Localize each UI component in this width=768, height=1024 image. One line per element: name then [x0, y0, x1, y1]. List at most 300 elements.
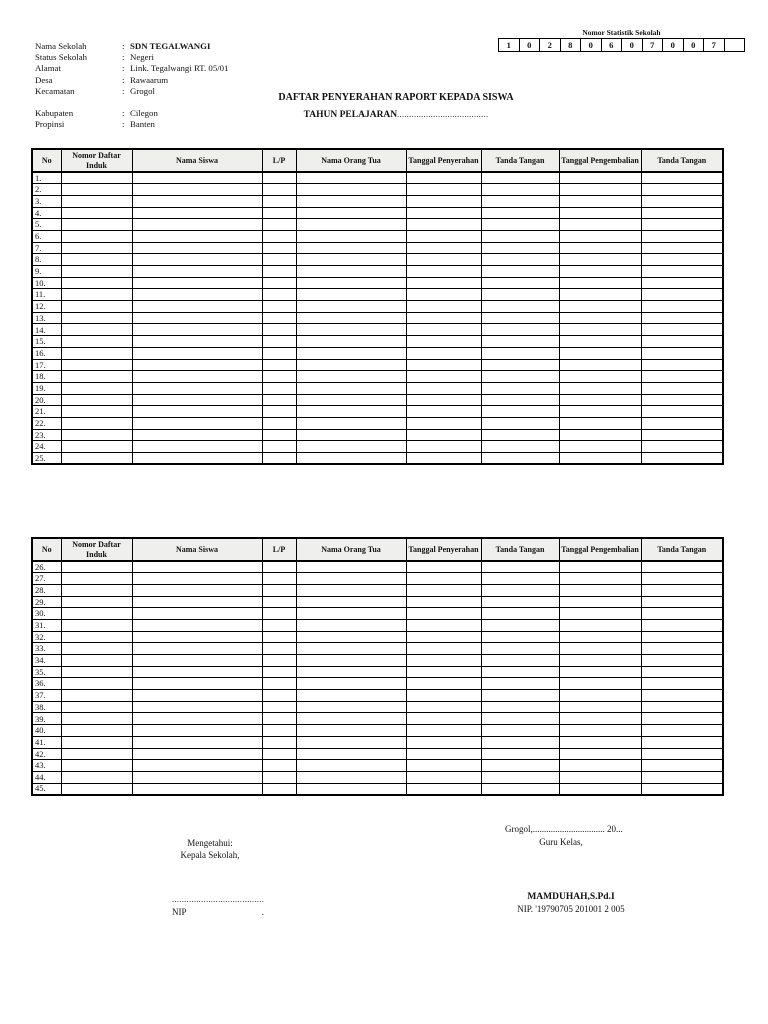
nss-digit-cell: 8: [560, 39, 581, 51]
empty-cell: [296, 312, 406, 324]
empty-cell: [61, 371, 132, 383]
column-header: Nama Siswa: [132, 538, 262, 561]
empty-cell: [132, 643, 262, 655]
info-value: Banten: [130, 119, 155, 130]
empty-cell: [61, 701, 132, 713]
empty-cell: [61, 453, 132, 465]
empty-cell: [641, 771, 723, 783]
empty-cell: [61, 242, 132, 254]
empty-cell: [296, 242, 406, 254]
empty-cell: [262, 359, 296, 371]
empty-cell: [406, 631, 481, 643]
table-row: [32, 219, 723, 231]
empty-cell: [132, 678, 262, 690]
table-row: [32, 184, 723, 196]
info-value: SDN TEGALWANGI: [130, 41, 211, 51]
empty-cell: [559, 336, 641, 348]
empty-cell: [406, 429, 481, 441]
empty-cell: [132, 619, 262, 631]
empty-cell: [61, 429, 132, 441]
nss-digit-cell: 2: [539, 39, 560, 51]
empty-cell: [481, 394, 559, 406]
empty-cell: [262, 666, 296, 678]
table-row: [32, 301, 723, 313]
table-row: [32, 266, 723, 278]
empty-cell: [641, 760, 723, 772]
empty-cell: [296, 289, 406, 301]
empty-cell: [641, 406, 723, 418]
info-row: [35, 75, 228, 86]
empty-cell: [61, 736, 132, 748]
teacher-nip: NIP. '19790705 201001 2 005: [517, 904, 625, 914]
nss-digit-cell: 0: [683, 39, 704, 51]
table-row: [32, 584, 723, 596]
empty-cell: [481, 748, 559, 760]
empty-cell: [559, 573, 641, 585]
info-row: [35, 52, 228, 63]
empty-cell: [132, 584, 262, 596]
empty-cell: [61, 631, 132, 643]
empty-cell: [132, 207, 262, 219]
empty-cell: [641, 417, 723, 429]
empty-cell: [296, 736, 406, 748]
principal-nip-period: .: [261, 907, 264, 917]
empty-cell: [296, 701, 406, 713]
empty-cell: [641, 429, 723, 441]
roster-table-2: [31, 537, 724, 796]
empty-cell: [481, 453, 559, 465]
empty-cell: [559, 406, 641, 418]
table-row: [32, 453, 723, 465]
row-number-cell: 34.: [32, 655, 61, 667]
row-number-cell: 11.: [32, 289, 61, 301]
column-header: Nama Orang Tua: [296, 149, 406, 172]
info-label: Propinsi: [35, 119, 65, 130]
empty-cell: [262, 441, 296, 453]
info-value: Negeri: [130, 52, 154, 63]
empty-cell: [61, 336, 132, 348]
row-number-cell: 20.: [32, 394, 61, 406]
empty-cell: [61, 394, 132, 406]
table-row: [32, 207, 723, 219]
empty-cell: [132, 760, 262, 772]
empty-cell: [481, 289, 559, 301]
empty-cell: [296, 359, 406, 371]
empty-cell: [262, 608, 296, 620]
place-label: Grogol,: [505, 824, 533, 834]
empty-cell: [262, 266, 296, 278]
empty-cell: [262, 219, 296, 231]
empty-cell: [296, 207, 406, 219]
empty-cell: [296, 406, 406, 418]
empty-cell: [132, 596, 262, 608]
empty-cell: [262, 417, 296, 429]
empty-cell: [481, 713, 559, 725]
empty-cell: [61, 666, 132, 678]
info-colon: :: [122, 119, 125, 130]
empty-cell: [262, 573, 296, 585]
info-colon: :: [122, 41, 125, 51]
empty-cell: [406, 207, 481, 219]
empty-cell: [132, 359, 262, 371]
empty-cell: [296, 219, 406, 231]
table-row: [32, 172, 723, 184]
row-number-cell: 19.: [32, 382, 61, 394]
empty-cell: [406, 608, 481, 620]
table-row: [32, 336, 723, 348]
empty-cell: [641, 701, 723, 713]
table-row: [32, 230, 723, 242]
empty-cell: [559, 359, 641, 371]
empty-cell: [132, 242, 262, 254]
school-year-line: [246, 110, 546, 120]
empty-cell: [132, 406, 262, 418]
empty-cell: [641, 359, 723, 371]
empty-cell: [559, 230, 641, 242]
empty-cell: [406, 643, 481, 655]
empty-cell: [132, 701, 262, 713]
row-number-cell: 38.: [32, 701, 61, 713]
row-number-cell: 15.: [32, 336, 61, 348]
info-value: Link. Tegalwangi RT. 05/01: [130, 63, 229, 74]
empty-cell: [132, 394, 262, 406]
form-title: DAFTAR PENYERAHAN RAPORT KEPADA SISWA: [278, 92, 514, 103]
column-header: Tanggal Pengembalian: [559, 149, 641, 172]
table-row: [32, 596, 723, 608]
empty-cell: [262, 429, 296, 441]
date-dotted-line: ................................: [532, 824, 605, 834]
empty-cell: [559, 608, 641, 620]
empty-cell: [262, 678, 296, 690]
empty-cell: [132, 184, 262, 196]
row-number-cell: 36.: [32, 678, 61, 690]
empty-cell: [61, 619, 132, 631]
table-row: [32, 690, 723, 702]
row-number-cell: 17.: [32, 359, 61, 371]
info-colon: :: [122, 108, 125, 119]
empty-cell: [61, 406, 132, 418]
empty-cell: [481, 441, 559, 453]
empty-cell: [559, 347, 641, 359]
empty-cell: [406, 289, 481, 301]
empty-cell: [296, 596, 406, 608]
empty-cell: [559, 725, 641, 737]
empty-cell: [641, 371, 723, 383]
empty-cell: [641, 347, 723, 359]
empty-cell: [262, 713, 296, 725]
empty-cell: [61, 783, 132, 795]
empty-cell: [296, 561, 406, 573]
principal-signature-line: ......................................: [172, 894, 265, 904]
empty-cell: [481, 312, 559, 324]
empty-cell: [61, 277, 132, 289]
table-row: [32, 655, 723, 667]
empty-cell: [132, 783, 262, 795]
empty-cell: [641, 453, 723, 465]
empty-cell: [296, 643, 406, 655]
empty-cell: [641, 172, 723, 184]
empty-cell: [559, 289, 641, 301]
empty-cell: [559, 655, 641, 667]
empty-cell: [641, 312, 723, 324]
empty-cell: [406, 230, 481, 242]
empty-cell: [132, 655, 262, 667]
empty-cell: [262, 783, 296, 795]
empty-cell: [262, 596, 296, 608]
empty-cell: [481, 266, 559, 278]
empty-cell: [559, 371, 641, 383]
column-header: Nama Siswa: [132, 149, 262, 172]
empty-cell: [406, 596, 481, 608]
info-row: [35, 86, 228, 97]
empty-cell: [559, 701, 641, 713]
empty-cell: [132, 254, 262, 266]
empty-cell: [406, 573, 481, 585]
table-row: [32, 608, 723, 620]
empty-cell: [296, 666, 406, 678]
empty-cell: [481, 406, 559, 418]
school-info-block: [35, 41, 228, 130]
empty-cell: [406, 701, 481, 713]
info-row: [35, 41, 228, 52]
empty-cell: [296, 725, 406, 737]
empty-cell: [132, 429, 262, 441]
empty-cell: [481, 195, 559, 207]
empty-cell: [132, 289, 262, 301]
nss-digit-cell: 0: [519, 39, 540, 51]
empty-cell: [559, 713, 641, 725]
row-number-cell: 31.: [32, 619, 61, 631]
empty-cell: [481, 382, 559, 394]
empty-cell: [559, 429, 641, 441]
empty-cell: [559, 184, 641, 196]
empty-cell: [262, 453, 296, 465]
empty-cell: [132, 301, 262, 313]
info-value: Rawaarum: [130, 74, 169, 85]
empty-cell: [262, 561, 296, 573]
empty-cell: [296, 771, 406, 783]
empty-cell: [641, 277, 723, 289]
empty-cell: [262, 184, 296, 196]
row-number-cell: 39.: [32, 713, 61, 725]
row-number-cell: 16.: [32, 347, 61, 359]
empty-cell: [61, 324, 132, 336]
empty-cell: [262, 195, 296, 207]
row-number-cell: 9.: [32, 266, 61, 278]
empty-cell: [641, 573, 723, 585]
row-number-cell: 12.: [32, 301, 61, 313]
empty-cell: [406, 666, 481, 678]
empty-cell: [296, 301, 406, 313]
empty-cell: [406, 619, 481, 631]
table-row: [32, 277, 723, 289]
empty-cell: [296, 584, 406, 596]
empty-cell: [559, 783, 641, 795]
empty-cell: [132, 666, 262, 678]
empty-cell: [559, 771, 641, 783]
empty-cell: [641, 678, 723, 690]
roster-table-1: [31, 148, 724, 465]
empty-cell: [641, 619, 723, 631]
empty-cell: [481, 336, 559, 348]
empty-cell: [406, 394, 481, 406]
table-row: [32, 631, 723, 643]
empty-cell: [641, 184, 723, 196]
empty-cell: [559, 394, 641, 406]
empty-cell: [262, 230, 296, 242]
empty-cell: [481, 417, 559, 429]
empty-cell: [406, 382, 481, 394]
empty-cell: [641, 219, 723, 231]
empty-cell: [406, 584, 481, 596]
empty-cell: [296, 230, 406, 242]
empty-cell: [262, 347, 296, 359]
empty-cell: [406, 748, 481, 760]
empty-cell: [132, 573, 262, 585]
empty-cell: [641, 736, 723, 748]
empty-cell: [61, 713, 132, 725]
row-number-cell: 29.: [32, 596, 61, 608]
empty-cell: [481, 347, 559, 359]
empty-cell: [296, 172, 406, 184]
empty-cell: [559, 441, 641, 453]
empty-cell: [481, 678, 559, 690]
acknowledgement-block: [155, 838, 265, 861]
empty-cell: [132, 690, 262, 702]
row-number-cell: 22.: [32, 417, 61, 429]
empty-cell: [262, 242, 296, 254]
class-teacher-label: Guru Kelas,: [539, 837, 583, 847]
info-colon: :: [122, 85, 125, 96]
empty-cell: [406, 371, 481, 383]
table-row: [32, 289, 723, 301]
column-header: No: [32, 538, 61, 561]
empty-cell: [296, 195, 406, 207]
empty-cell: [559, 748, 641, 760]
empty-cell: [406, 172, 481, 184]
empty-cell: [61, 266, 132, 278]
empty-cell: [262, 631, 296, 643]
principal-nip-label: NIP: [172, 907, 187, 917]
row-number-cell: 24.: [32, 441, 61, 453]
row-number-cell: 10.: [32, 277, 61, 289]
empty-cell: [262, 748, 296, 760]
empty-cell: [406, 242, 481, 254]
empty-cell: [262, 760, 296, 772]
empty-cell: [262, 736, 296, 748]
empty-cell: [559, 690, 641, 702]
table-row: [32, 441, 723, 453]
nss-label: Nomor Statistik Sekolah: [582, 28, 661, 37]
info-label: Kabupaten: [35, 108, 74, 119]
column-header: Tanda Tangan: [481, 149, 559, 172]
empty-cell: [406, 783, 481, 795]
empty-cell: [262, 172, 296, 184]
empty-cell: [406, 359, 481, 371]
empty-cell: [296, 371, 406, 383]
nss-digit-cell: 1: [506, 40, 511, 50]
empty-cell: [61, 441, 132, 453]
empty-cell: [132, 219, 262, 231]
empty-cell: [61, 596, 132, 608]
empty-cell: [61, 382, 132, 394]
empty-cell: [296, 573, 406, 585]
empty-cell: [61, 359, 132, 371]
empty-cell: [481, 207, 559, 219]
empty-cell: [559, 254, 641, 266]
column-header: Nomor Daftar Induk: [61, 538, 132, 561]
empty-cell: [481, 230, 559, 242]
table-row: [32, 748, 723, 760]
empty-cell: [641, 655, 723, 667]
empty-cell: [132, 172, 262, 184]
column-header: Nama Orang Tua: [296, 538, 406, 561]
table-row: [32, 382, 723, 394]
empty-cell: [61, 561, 132, 573]
empty-cell: [406, 336, 481, 348]
empty-cell: [296, 713, 406, 725]
empty-cell: [481, 584, 559, 596]
row-number-cell: 40.: [32, 725, 61, 737]
empty-cell: [559, 277, 641, 289]
empty-cell: [132, 266, 262, 278]
empty-cell: [641, 266, 723, 278]
empty-cell: [406, 655, 481, 667]
empty-cell: [641, 230, 723, 242]
info-label: Desa: [35, 74, 53, 85]
empty-cell: [61, 417, 132, 429]
empty-cell: [559, 584, 641, 596]
empty-cell: [641, 242, 723, 254]
empty-cell: [481, 725, 559, 737]
table-row: [32, 713, 723, 725]
empty-cell: [132, 608, 262, 620]
empty-cell: [262, 254, 296, 266]
empty-cell: [481, 429, 559, 441]
empty-cell: [559, 207, 641, 219]
empty-cell: [61, 655, 132, 667]
row-number-cell: 30.: [32, 608, 61, 620]
row-number-cell: 41.: [32, 736, 61, 748]
info-row: [35, 63, 228, 74]
table-row: [32, 406, 723, 418]
table-row: [32, 347, 723, 359]
column-header: No: [32, 149, 61, 172]
empty-cell: [262, 690, 296, 702]
empty-cell: [61, 748, 132, 760]
empty-cell: [61, 725, 132, 737]
empty-cell: [481, 690, 559, 702]
empty-cell: [296, 748, 406, 760]
acknowledge-label: Mengetahui:: [187, 838, 233, 848]
empty-cell: [406, 441, 481, 453]
empty-cell: [481, 655, 559, 667]
info-value: Cilegon: [130, 108, 158, 119]
empty-cell: [641, 748, 723, 760]
table-row: [32, 324, 723, 336]
row-number-cell: 13.: [32, 312, 61, 324]
column-header: Tanggal Penyerahan: [406, 149, 481, 172]
info-spacer: [35, 97, 228, 108]
empty-cell: [641, 195, 723, 207]
empty-cell: [481, 619, 559, 631]
empty-cell: [481, 219, 559, 231]
empty-cell: [296, 394, 406, 406]
nss-digit-cell: 7: [703, 39, 724, 51]
empty-cell: [406, 678, 481, 690]
empty-cell: [296, 266, 406, 278]
empty-cell: [262, 336, 296, 348]
